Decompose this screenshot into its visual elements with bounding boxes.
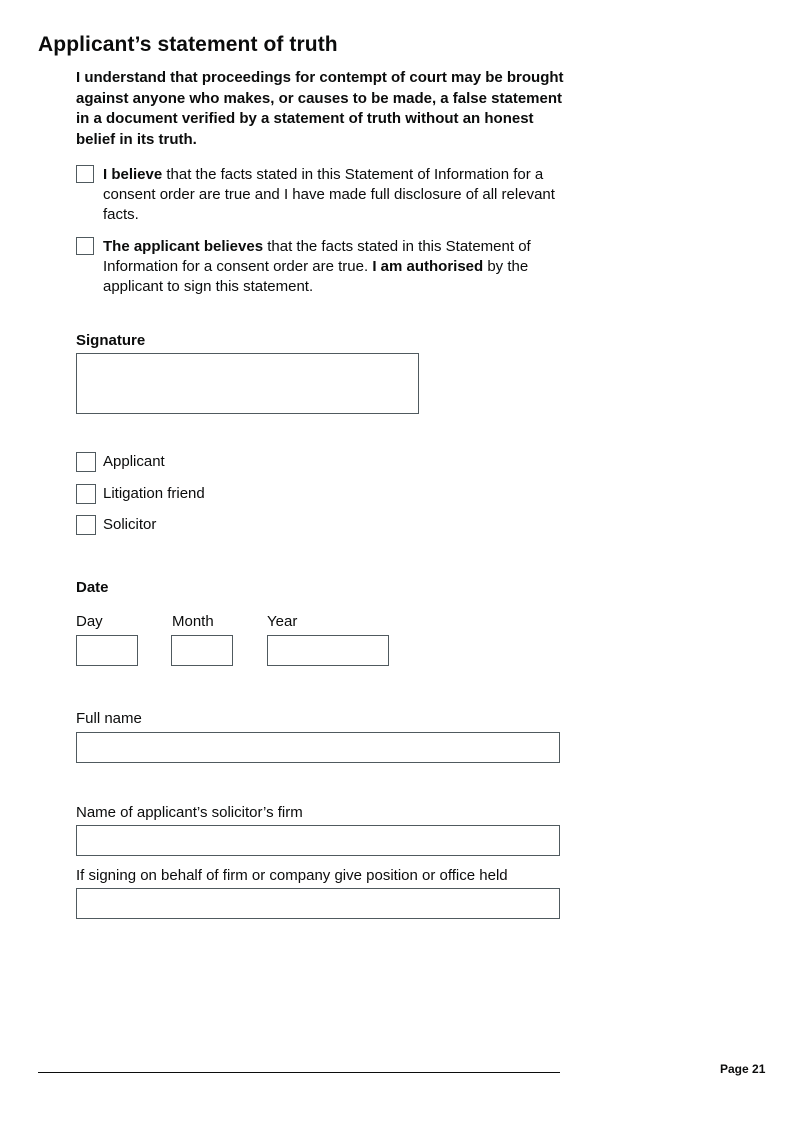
role-label-applicant: Applicant: [103, 453, 165, 470]
role-checkbox-litigation-friend[interactable]: [76, 484, 96, 504]
role-checkbox-applicant[interactable]: [76, 452, 96, 472]
statement-intro: I understand that proceedings for contempt of court may be brought against anyone who makes, or causes to be made, a false statement in a document verified by a statement of truth without an honest belief in its truth.: [76, 69, 564, 148]
date-year-label: Year: [267, 613, 298, 630]
signature-label: Signature: [76, 332, 146, 349]
signature-box[interactable]: [76, 353, 419, 414]
date-day-label: Day: [76, 613, 103, 630]
declaration-checkbox-2[interactable]: [76, 237, 94, 255]
position-label: If signing on behalf of firm or company give position or office held: [76, 867, 508, 884]
full-name-input[interactable]: [76, 732, 560, 763]
date-year-input[interactable]: [267, 635, 389, 666]
declaration-1-rest: that the facts stated in this Statement of Information for a consent order are true and I have made full disclosure of all relevant facts.: [103, 166, 555, 223]
solicitor-firm-input[interactable]: [76, 825, 560, 856]
declaration-text-1: [103, 165, 566, 225]
declaration-1-bold: I believe: [103, 166, 163, 183]
date-month-label: Month: [172, 613, 214, 630]
page-number: Page 21: [720, 1062, 766, 1076]
footer-rule: [38, 1072, 560, 1073]
declaration-applicant-believes-self: [76, 165, 566, 225]
section-title: Applicant’s statement of truth: [38, 33, 338, 56]
declaration-2-mid: that the facts stated in this Statement of Information for a consent order are true.: [103, 238, 531, 275]
declaration-applicant-believes-authorised: [76, 237, 566, 297]
date-label: Date: [76, 579, 109, 596]
solicitor-firm-label: Name of applicant’s solicitor’s firm: [76, 804, 303, 821]
declaration-text-2: [103, 237, 566, 297]
date-month-input[interactable]: [171, 635, 233, 666]
full-name-label: Full name: [76, 710, 142, 727]
role-label-solicitor: Solicitor: [103, 516, 157, 533]
position-input[interactable]: [76, 888, 560, 919]
date-day-input[interactable]: [76, 635, 138, 666]
role-checkbox-solicitor[interactable]: [76, 515, 96, 535]
declaration-2-rest: by the applicant to sign this statement.: [103, 258, 529, 295]
declaration-checkbox-1[interactable]: [76, 165, 94, 183]
declaration-2-bold2: I am authorised: [372, 258, 484, 275]
declaration-2-bold: The applicant believes: [103, 238, 264, 255]
role-label-litigation-friend: Litigation friend: [103, 485, 205, 502]
